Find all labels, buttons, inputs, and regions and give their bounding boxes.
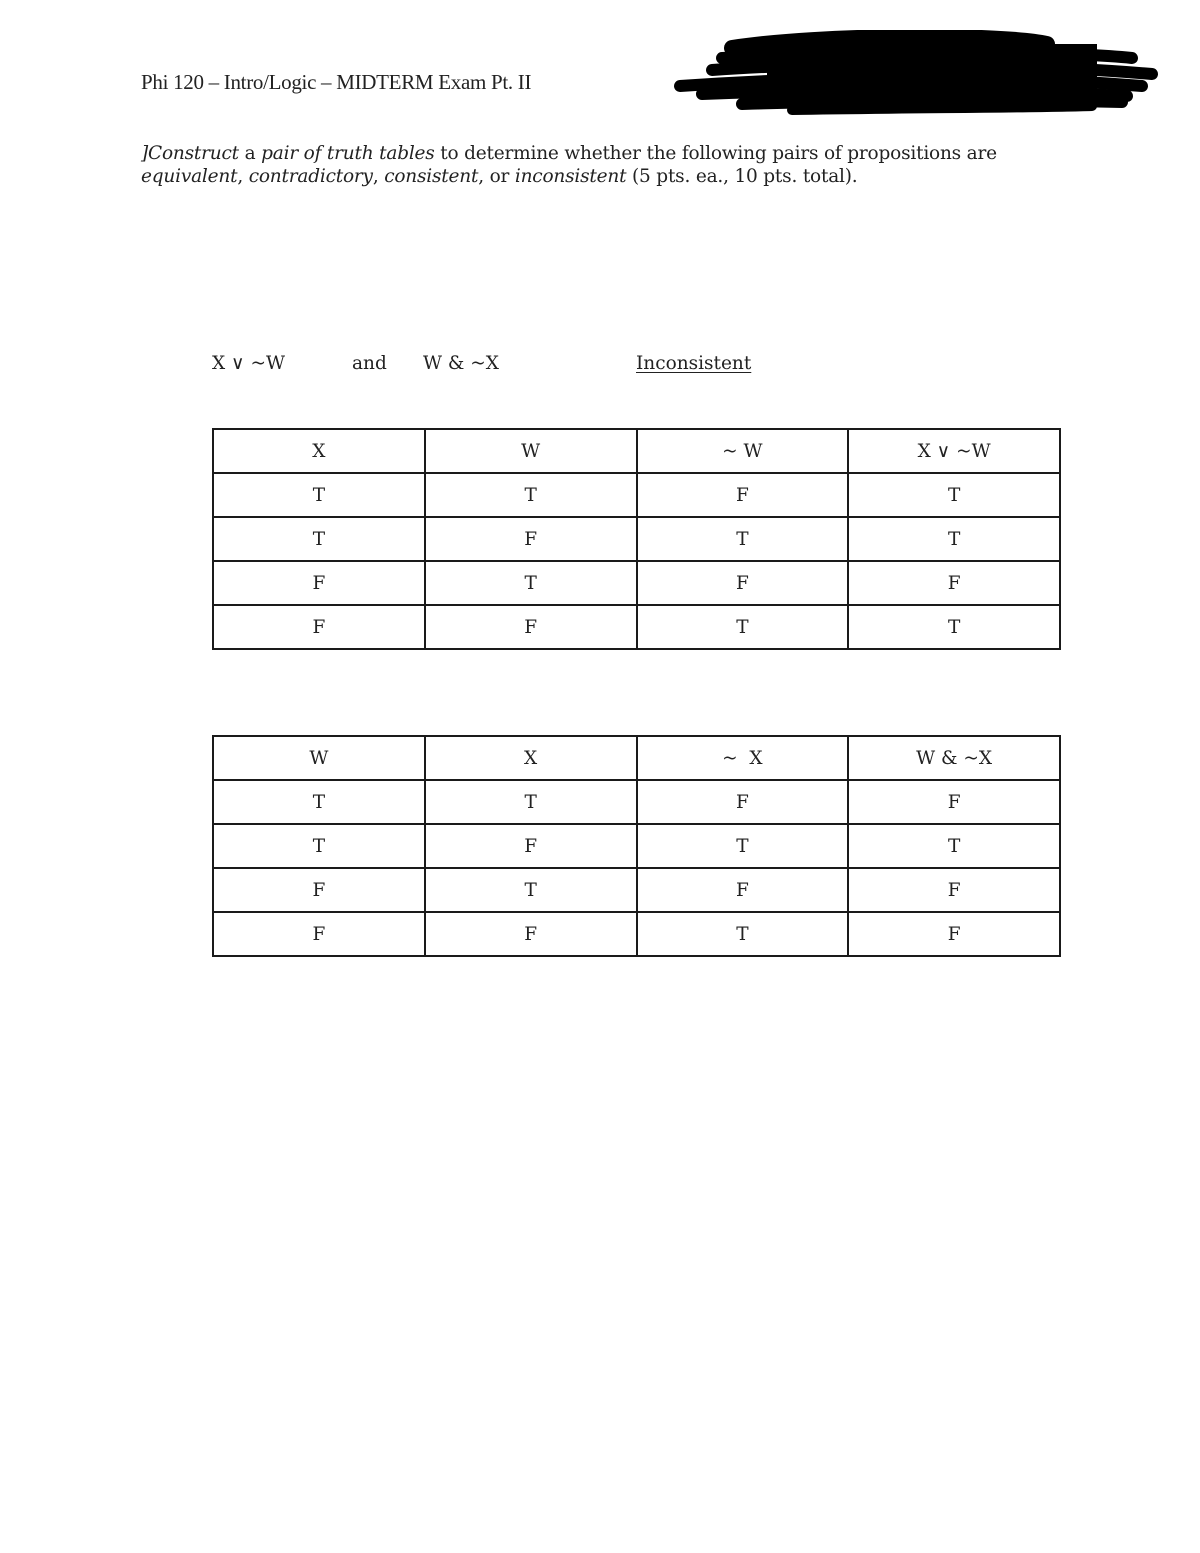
table-header-cell: X bbox=[425, 736, 637, 780]
table-cell: F bbox=[637, 780, 849, 824]
table-cell: T bbox=[213, 517, 425, 561]
table-cell: T bbox=[637, 517, 849, 561]
page-title: Phi 120 – Intro/Logic – MIDTERM Exam Pt. II bbox=[141, 70, 532, 94]
table-cell: F bbox=[213, 561, 425, 605]
truth-table-2 bbox=[212, 735, 1061, 957]
table-cell: F bbox=[213, 868, 425, 912]
truth-table-1 bbox=[212, 428, 1061, 650]
table-header-cell: W bbox=[425, 429, 637, 473]
table-header-cell: ~ W bbox=[637, 429, 849, 473]
table-cell: T bbox=[848, 517, 1060, 561]
table-cell: F bbox=[425, 517, 637, 561]
instructions-text: equivalent bbox=[141, 166, 238, 187]
table-cell: F bbox=[425, 605, 637, 649]
instructions-text: a bbox=[238, 143, 262, 164]
table-cell: F bbox=[848, 780, 1060, 824]
table-cell: F bbox=[425, 912, 637, 956]
redaction-scribble bbox=[672, 30, 1162, 120]
table-cell: T bbox=[213, 473, 425, 517]
table-row bbox=[213, 868, 1060, 912]
answer-text: Inconsistent bbox=[636, 353, 752, 374]
table-header-row bbox=[213, 736, 1060, 780]
table-cell: T bbox=[425, 561, 637, 605]
table-cell: T bbox=[425, 473, 637, 517]
proposition-b: W & ~X bbox=[423, 353, 499, 374]
table-header-cell: W & ~X bbox=[848, 736, 1060, 780]
table-cell: F bbox=[637, 473, 849, 517]
table-header-cell: X bbox=[213, 429, 425, 473]
instructions-text: contradictory bbox=[248, 166, 373, 187]
table-row bbox=[213, 561, 1060, 605]
instructions-text: to determine whether the following pairs of propositions are bbox=[434, 143, 997, 164]
table-row bbox=[213, 824, 1060, 868]
table-cell: T bbox=[637, 605, 849, 649]
table-header-cell: X ∨ ~W bbox=[848, 429, 1060, 473]
table-header-cell: W bbox=[213, 736, 425, 780]
table-row bbox=[213, 517, 1060, 561]
proposition-connector: and bbox=[352, 353, 387, 374]
instructions-text: ]Construct bbox=[141, 143, 239, 164]
table-cell: F bbox=[213, 605, 425, 649]
table-cell: F bbox=[848, 912, 1060, 956]
instructions-text: (5 pts. ea., 10 pts. total). bbox=[626, 166, 858, 187]
instructions-text: , bbox=[372, 166, 385, 187]
instructions-text: , or bbox=[478, 166, 515, 187]
table-cell: T bbox=[213, 780, 425, 824]
table-cell: T bbox=[637, 912, 849, 956]
table-cell: T bbox=[637, 824, 849, 868]
instructions-text: , bbox=[237, 166, 249, 187]
table-cell: F bbox=[848, 561, 1060, 605]
instructions-paragraph bbox=[141, 142, 1061, 188]
table-cell: T bbox=[213, 824, 425, 868]
instructions-text: pair of truth tables bbox=[261, 143, 435, 164]
table-cell: F bbox=[848, 868, 1060, 912]
proposition-a: X ∨ ~W bbox=[212, 353, 285, 374]
table-cell: F bbox=[425, 824, 637, 868]
table-cell: F bbox=[213, 912, 425, 956]
instructions-text: inconsistent bbox=[514, 166, 627, 187]
table-header-row bbox=[213, 429, 1060, 473]
table-cell: T bbox=[848, 824, 1060, 868]
table-row bbox=[213, 473, 1060, 517]
table-row bbox=[213, 605, 1060, 649]
table-cell: F bbox=[637, 868, 849, 912]
table-cell: T bbox=[425, 780, 637, 824]
table-cell: T bbox=[848, 473, 1060, 517]
table-cell: T bbox=[848, 605, 1060, 649]
table-cell: T bbox=[425, 868, 637, 912]
table-row bbox=[213, 912, 1060, 956]
instructions-text: consistent bbox=[384, 166, 479, 187]
table-cell: F bbox=[637, 561, 849, 605]
table-header-cell: ~ X bbox=[637, 736, 849, 780]
table-row bbox=[213, 780, 1060, 824]
